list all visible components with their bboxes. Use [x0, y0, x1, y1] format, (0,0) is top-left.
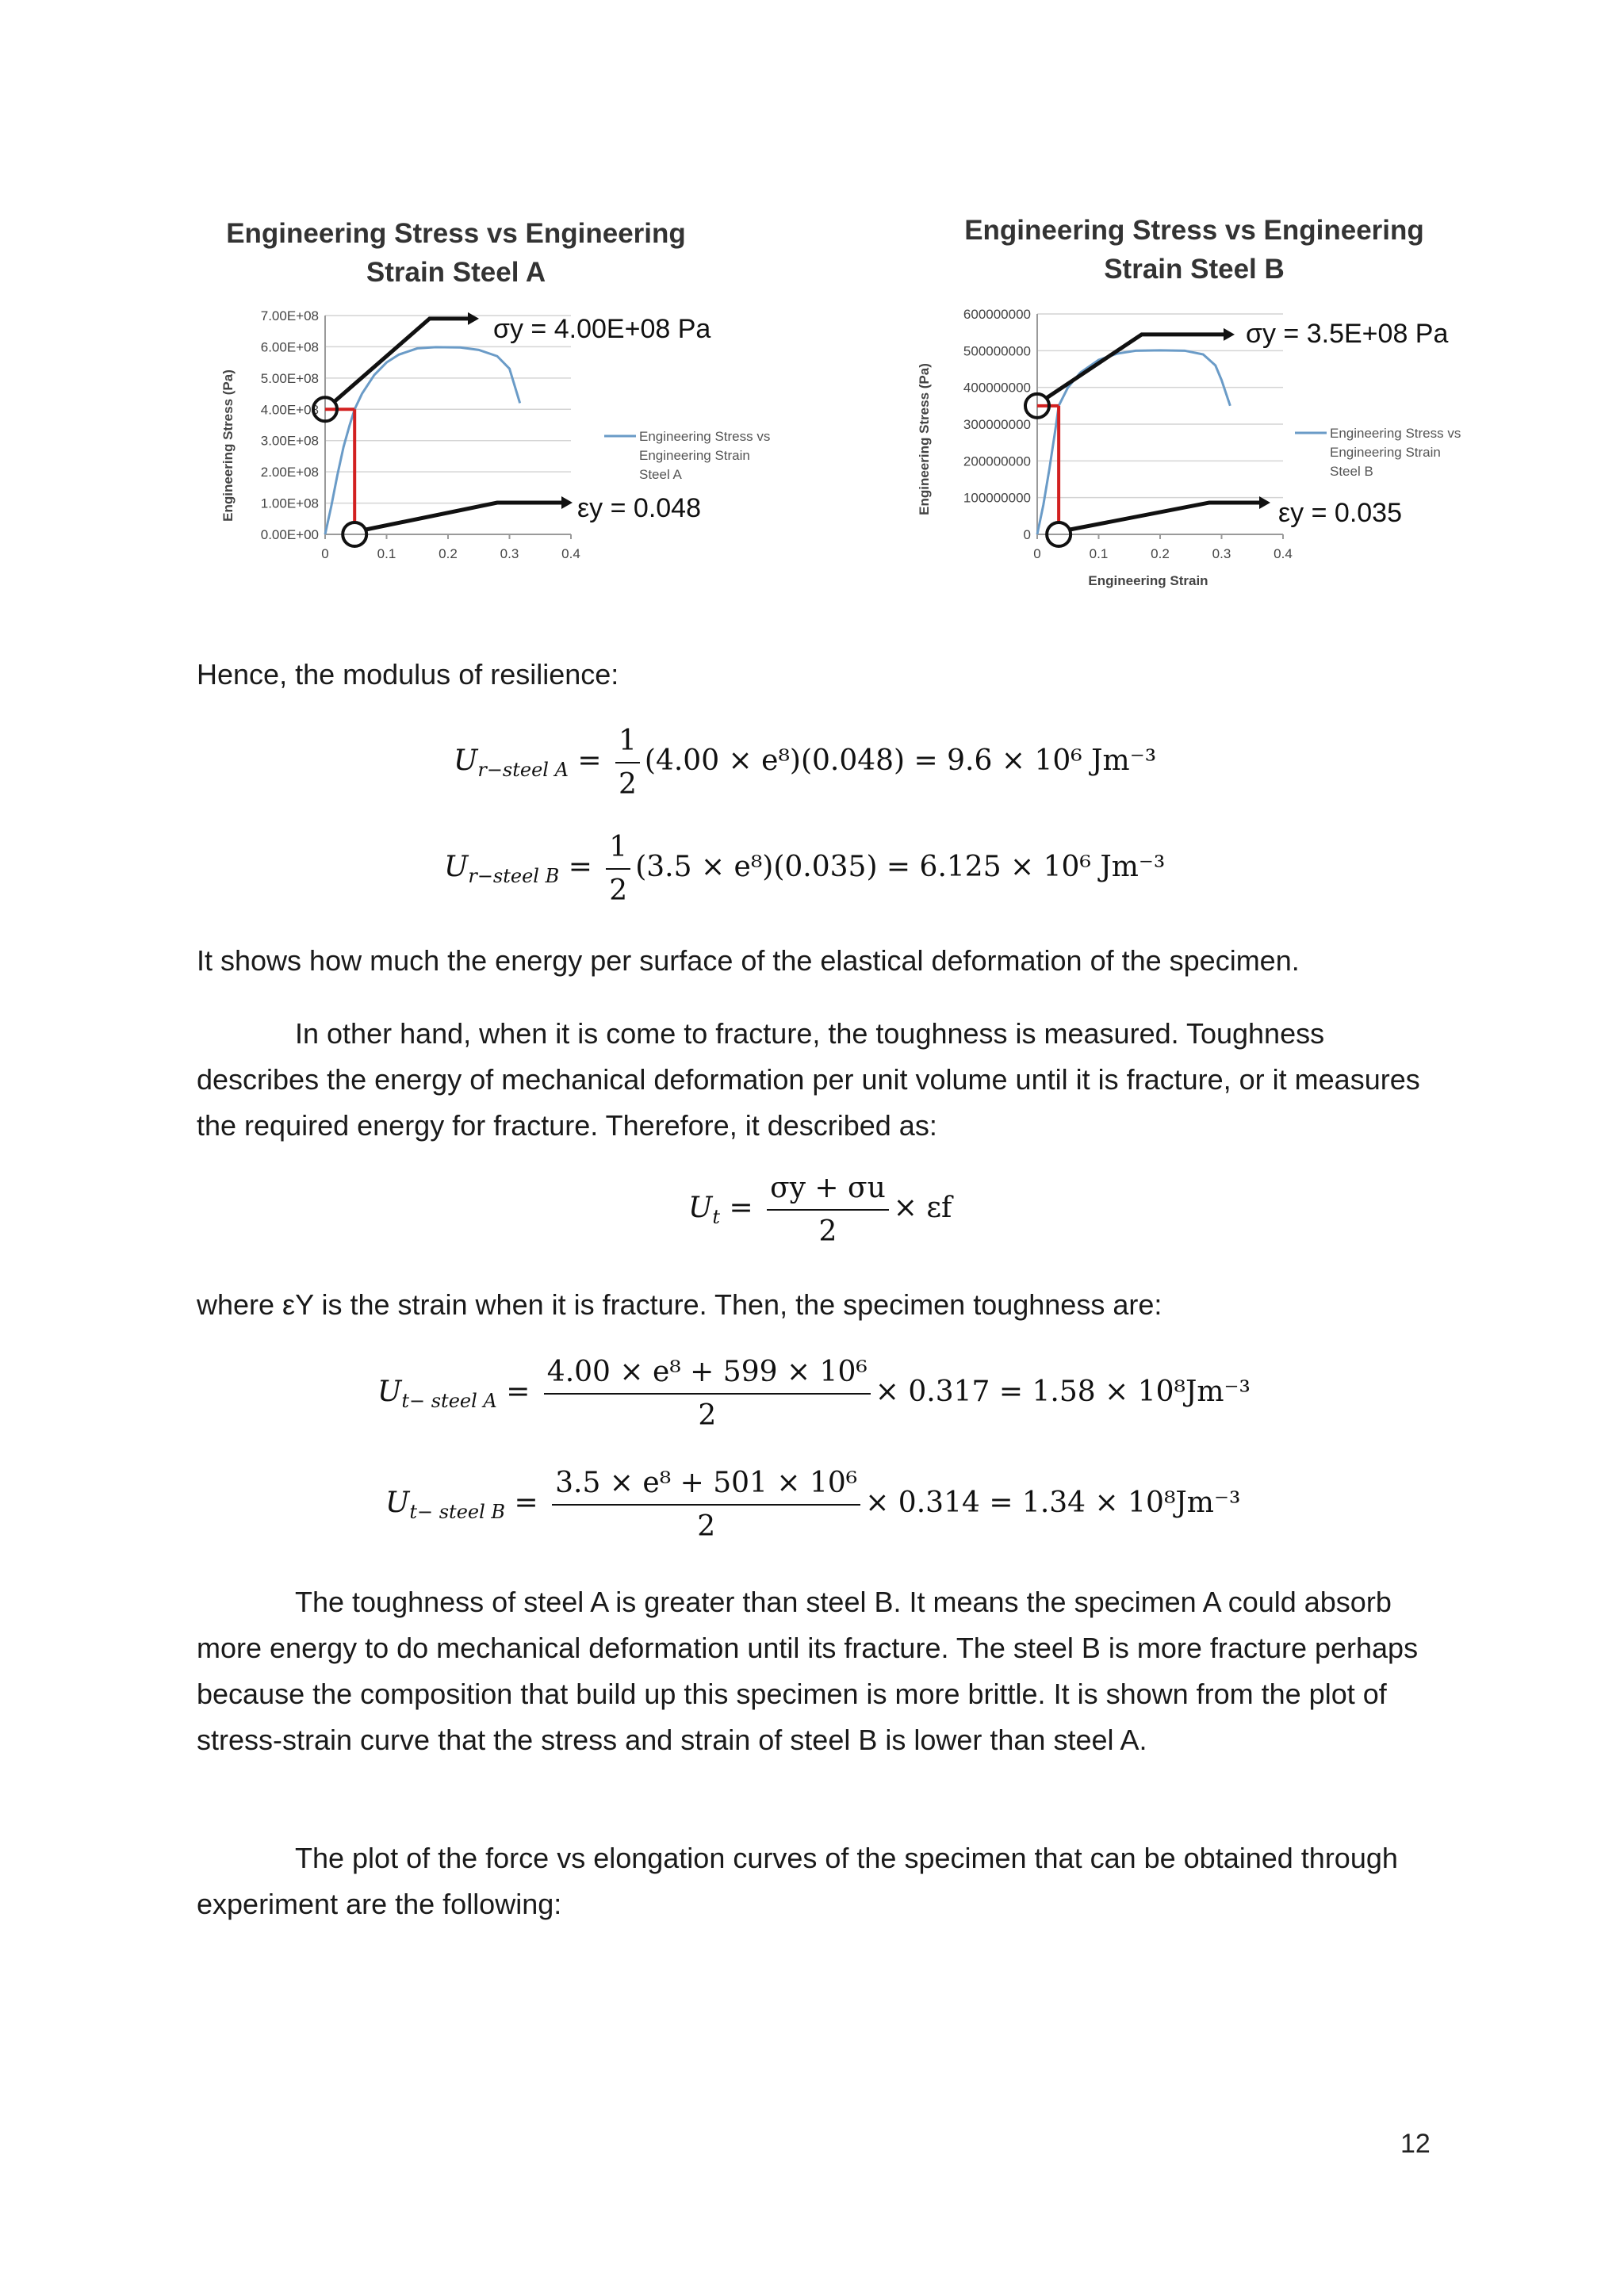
- annotation-sigma-y: σy = 4.00E+08 Pa: [493, 314, 711, 344]
- frac-numerator: 4.00 × e⁸ + 599 × 10⁶: [544, 1356, 871, 1395]
- annotation-sigma-y: σy = 3.5E+08 Pa: [1246, 319, 1449, 349]
- x-tick-label: 0.4: [1274, 546, 1293, 561]
- sigma-leader-line: [1047, 335, 1224, 398]
- chart-steel-b-svg: [910, 208, 1513, 604]
- frac-denominator: 2: [818, 1215, 837, 1248]
- frac-numerator: 1: [615, 725, 640, 763]
- page-number: 12: [1400, 2129, 1431, 2159]
- legend-line3: Steel B: [1330, 464, 1373, 479]
- equation-resilience-steel-a: $U_{r-steel A}$ = $\frac{1}{2}$ (4.00 × e⁸)(0.048) = 9.6 × 10⁶ Jm⁻³: [454, 725, 1157, 801]
- x-tick-label: 0.2: [1151, 546, 1170, 561]
- paragraph-resilience-intro: Hence, the modulus of resilience:: [197, 658, 619, 691]
- chart-steel-a: [214, 208, 817, 580]
- annotation-epsilon-y: εy = 0.048: [577, 493, 701, 523]
- x-tick-label: 0.4: [561, 546, 580, 561]
- eq-body: (3.5 × e⁸)(0.035) = 6.125 × 10⁶ Jm⁻³: [635, 851, 1166, 883]
- y-tick-label: 1.00E+08: [260, 496, 319, 511]
- chart-title-line2: Strain Steel B: [1104, 254, 1285, 285]
- equation-toughness-general: $U_t$ = $\frac{\sigma y + \sigma u}{2}$ × εf: [688, 1172, 952, 1248]
- eq-lhs-sub: t: [712, 1206, 720, 1228]
- paragraph-toughness-definition: In other hand, when it is come to fracture, the toughness is measured. Toughness describes the energy of mechanical deformation per unit volume until it is fracture, or it measures the required energy for fracture. Therefore, it described as:: [197, 1017, 1420, 1142]
- x-tick-label: 0: [1033, 546, 1041, 561]
- x-axis-label: Engineering Strain: [1088, 573, 1208, 588]
- eq-fraction: [767, 1172, 889, 1248]
- epsilon-leader-line: [1070, 503, 1259, 530]
- x-tick-label: 0.2: [439, 546, 458, 561]
- eq-lhs-base: U: [688, 1192, 713, 1224]
- equation-toughness-steel-a: $U_{t- steel A}$ = $\frac{\text{4.00 × e⁸ + 599 × 10⁶}}{2}$ × 0.317 = 1.58 × 10⁸Jm⁻³: [377, 1356, 1251, 1432]
- x-tick-label: 0.3: [1212, 546, 1231, 561]
- chart-steel-b: [910, 208, 1513, 604]
- y-tick-label: 200000000: [963, 453, 1031, 469]
- epsilon-arrowhead: [561, 496, 573, 509]
- legend-line1: Engineering Stress vs: [1330, 426, 1461, 441]
- frac-denominator: 2: [609, 874, 628, 907]
- eq-body: × 0.317 = 1.58 × 10⁸Jm⁻³: [875, 1376, 1251, 1408]
- y-tick-label: 500000000: [963, 343, 1031, 359]
- legend-line3: Steel A: [639, 467, 682, 482]
- frac-numerator: 3.5 × e⁸ + 501 × 10⁶: [552, 1467, 860, 1506]
- y-tick-label: 400000000: [963, 380, 1031, 396]
- legend-line1: Engineering Stress vs: [639, 429, 771, 444]
- eq-lhs-base: U: [377, 1376, 402, 1408]
- eq-lhs-base: U: [454, 744, 478, 777]
- y-axis-label: Engineering Stress (Pa): [220, 369, 236, 522]
- y-tick-label: 100000000: [963, 490, 1031, 506]
- y-tick-label: 6.00E+08: [260, 339, 319, 355]
- y-tick-label: 3.00E+08: [260, 433, 319, 449]
- paragraph-force-elongation: The plot of the force vs elongation curves of the specimen that can be obtained through experiment are the following:: [197, 1842, 1398, 1920]
- frac-denominator: 2: [698, 1399, 717, 1432]
- y-tick-label: 600000000: [963, 307, 1031, 322]
- eq-fraction: [552, 1467, 860, 1543]
- eq-fraction: [544, 1356, 871, 1432]
- x-tick-label: 0: [321, 546, 329, 561]
- eq-body: × 0.314 = 1.34 × 10⁸Jm⁻³: [865, 1487, 1241, 1519]
- sigma-leader-line: [335, 319, 468, 401]
- eq-lhs-base: U: [385, 1487, 410, 1519]
- legend-line2: Engineering Strain: [639, 448, 750, 463]
- frac-denominator: 2: [619, 768, 637, 801]
- eq-lhs-sub: t− steel B: [409, 1501, 506, 1523]
- frac-denominator: 2: [697, 1510, 716, 1543]
- eq-body: (4.00 × e⁸)(0.048) = 9.6 × 10⁶ Jm⁻³: [644, 744, 1157, 777]
- x-tick-label: 0.1: [1089, 546, 1109, 561]
- paragraph-toughness-comparison: The toughness of steel A is greater than steel B. It means the specimen A could absorb more energy to do mechanical deformation until its fracture. The steel B is more fracture perhaps because the composition that build up this specimen is more brittle. It is shown from the plot of stress-strain curve that the stress and strain of steel B is lower than steel A.: [197, 1586, 1419, 1756]
- eq-lhs-base: U: [444, 851, 469, 883]
- equation-toughness-steel-b: $U_{t- steel B}$ = $\frac{\text{3.5 × e⁸ + 501 × 10⁶}}{2}$ × 0.314 = 1.34 × 10⁸Jm⁻³: [385, 1467, 1241, 1543]
- y-tick-label: 300000000: [963, 417, 1031, 432]
- series-line: [1037, 350, 1230, 534]
- paragraph-shows: It shows how much the energy per surface of the elastical deformation of the specimen.: [197, 944, 1300, 977]
- eq-fraction: [615, 725, 640, 801]
- annotation-epsilon-y: εy = 0.035: [1278, 498, 1402, 528]
- eq-lhs-sub: t− steel A: [401, 1390, 497, 1412]
- x-tick-label: 0.1: [377, 546, 396, 561]
- sigma-arrowhead: [1224, 328, 1235, 341]
- y-tick-label: 4.00E+08: [260, 402, 319, 418]
- y-tick-label: 0: [1023, 527, 1031, 542]
- chart-title-line2: Strain Steel A: [366, 257, 546, 288]
- equation-resilience-steel-b: $U_{r-steel B}$ = $\frac{1}{2}$ (3.5 × e⁸)(0.035) = 6.125 × 10⁶ Jm⁻³: [444, 831, 1166, 907]
- eq-fraction: [606, 831, 630, 907]
- chart-title-line1: Engineering Stress vs Engineering: [226, 218, 686, 249]
- y-tick-label: 5.00E+08: [260, 370, 319, 386]
- chart-title-line1: Engineering Stress vs Engineering: [964, 215, 1424, 246]
- legend-line2: Engineering Strain: [1330, 445, 1441, 460]
- y-tick-label: 7.00E+08: [260, 308, 319, 323]
- y-tick-label: 0.00E+00: [260, 527, 319, 542]
- epsilon-leader-line: [366, 503, 561, 530]
- chart-steel-a-svg: [214, 208, 817, 580]
- x-tick-label: 0.3: [500, 546, 519, 561]
- y-axis-label: Engineering Stress (Pa): [917, 363, 932, 515]
- eq-lhs-sub: r−steel A: [477, 759, 569, 781]
- eq-body: × εf: [893, 1192, 952, 1224]
- paragraph-where: where εY is the strain when it is fracture. Then, the specimen toughness are:: [197, 1288, 1162, 1321]
- frac-numerator: 1: [606, 831, 630, 870]
- frac-numerator: σy + σu: [767, 1172, 889, 1211]
- eq-lhs-sub: r−steel B: [468, 865, 560, 887]
- sigma-arrowhead: [468, 312, 479, 325]
- y-tick-label: 2.00E+08: [260, 465, 319, 480]
